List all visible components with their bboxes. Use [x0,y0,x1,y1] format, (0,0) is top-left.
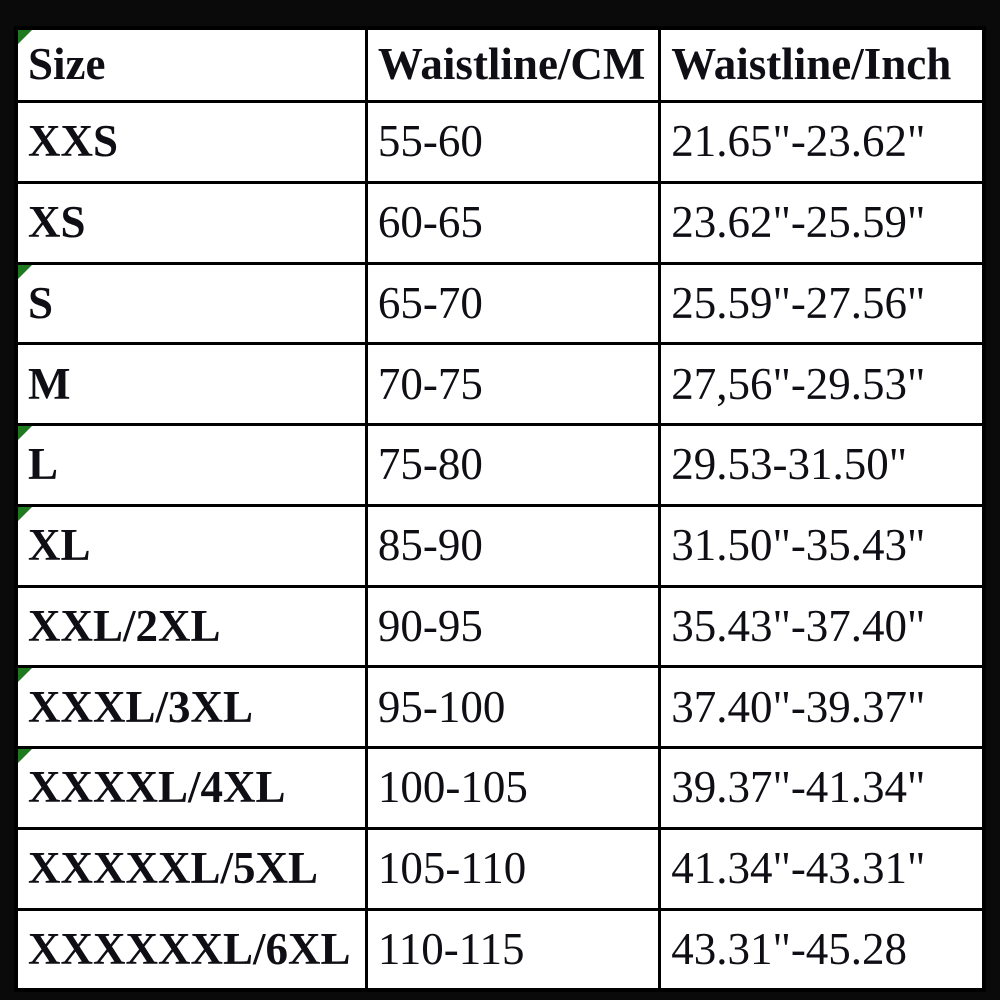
table-row [16,505,984,586]
cm-cell: 95-100 [366,667,659,748]
inch-cell: 25.59"-27.56" [660,263,984,344]
cm-cell: 70-75 [366,344,659,425]
cm-cell: 60-65 [366,182,659,263]
cm-cell: 65-70 [366,263,659,344]
table-row [16,748,984,829]
column-header-inch [660,28,984,102]
column-header-cm [366,28,659,102]
size-cell: L [16,425,366,506]
size-cell: XXS [16,102,366,183]
inch-cell: 31.50"-35.43" [660,505,984,586]
size-cell: XXL/2XL [16,586,366,667]
size-cell: XL [16,505,366,586]
cm-cell: 75-80 [366,425,659,506]
column-header-size-label: Size [28,39,106,90]
inch-cell: 23.62"-25.59" [660,182,984,263]
cm-cell: 110-115 [366,909,659,990]
table-row [16,425,984,506]
green-corner-flag-icon [18,265,32,279]
table-row [16,102,984,183]
table-row [16,182,984,263]
table-row [16,344,984,425]
cm-cell: 55-60 [366,102,659,183]
table-row [16,667,984,748]
size-cell: XS [16,182,366,263]
inch-cell: 27,56"-29.53" [660,344,984,425]
green-corner-flag-icon [18,426,32,440]
cm-cell: 100-105 [366,748,659,829]
inch-cell: 43.31"-45.28 [660,909,984,990]
column-header-inch-label: Waistline/Inch [671,39,952,90]
inch-cell: 37.40"-39.37" [660,667,984,748]
inch-cell: 39.37"-41.34" [660,748,984,829]
green-corner-flag-icon [18,30,32,44]
inch-cell: 29.53-31.50" [660,425,984,506]
inch-cell: 41.34"-43.31" [660,828,984,909]
size-chart-table [14,26,986,992]
inch-cell: 21.65"-23.62" [660,102,984,183]
size-cell: XXXXXL/5XL [16,828,366,909]
size-chart [14,26,986,992]
cm-cell: 85-90 [366,505,659,586]
size-cell: XXXXXXL/6XL [16,909,366,990]
header-row [16,28,984,102]
column-header-cm-label: Waistline/CM [377,39,646,90]
column-header-size [16,28,366,102]
inch-cell: 35.43"-37.40" [660,586,984,667]
green-corner-flag-icon [18,749,32,763]
size-cell: XXXL/3XL [16,667,366,748]
green-corner-flag-icon [18,668,32,682]
size-cell: M [16,344,366,425]
cm-cell: 105-110 [366,828,659,909]
size-cell: XXXXL/4XL [16,748,366,829]
cm-cell: 90-95 [366,586,659,667]
table-row [16,263,984,344]
table-row [16,586,984,667]
table-row [16,828,984,909]
table-row [16,909,984,990]
size-cell: S [16,263,366,344]
green-corner-flag-icon [18,507,32,521]
